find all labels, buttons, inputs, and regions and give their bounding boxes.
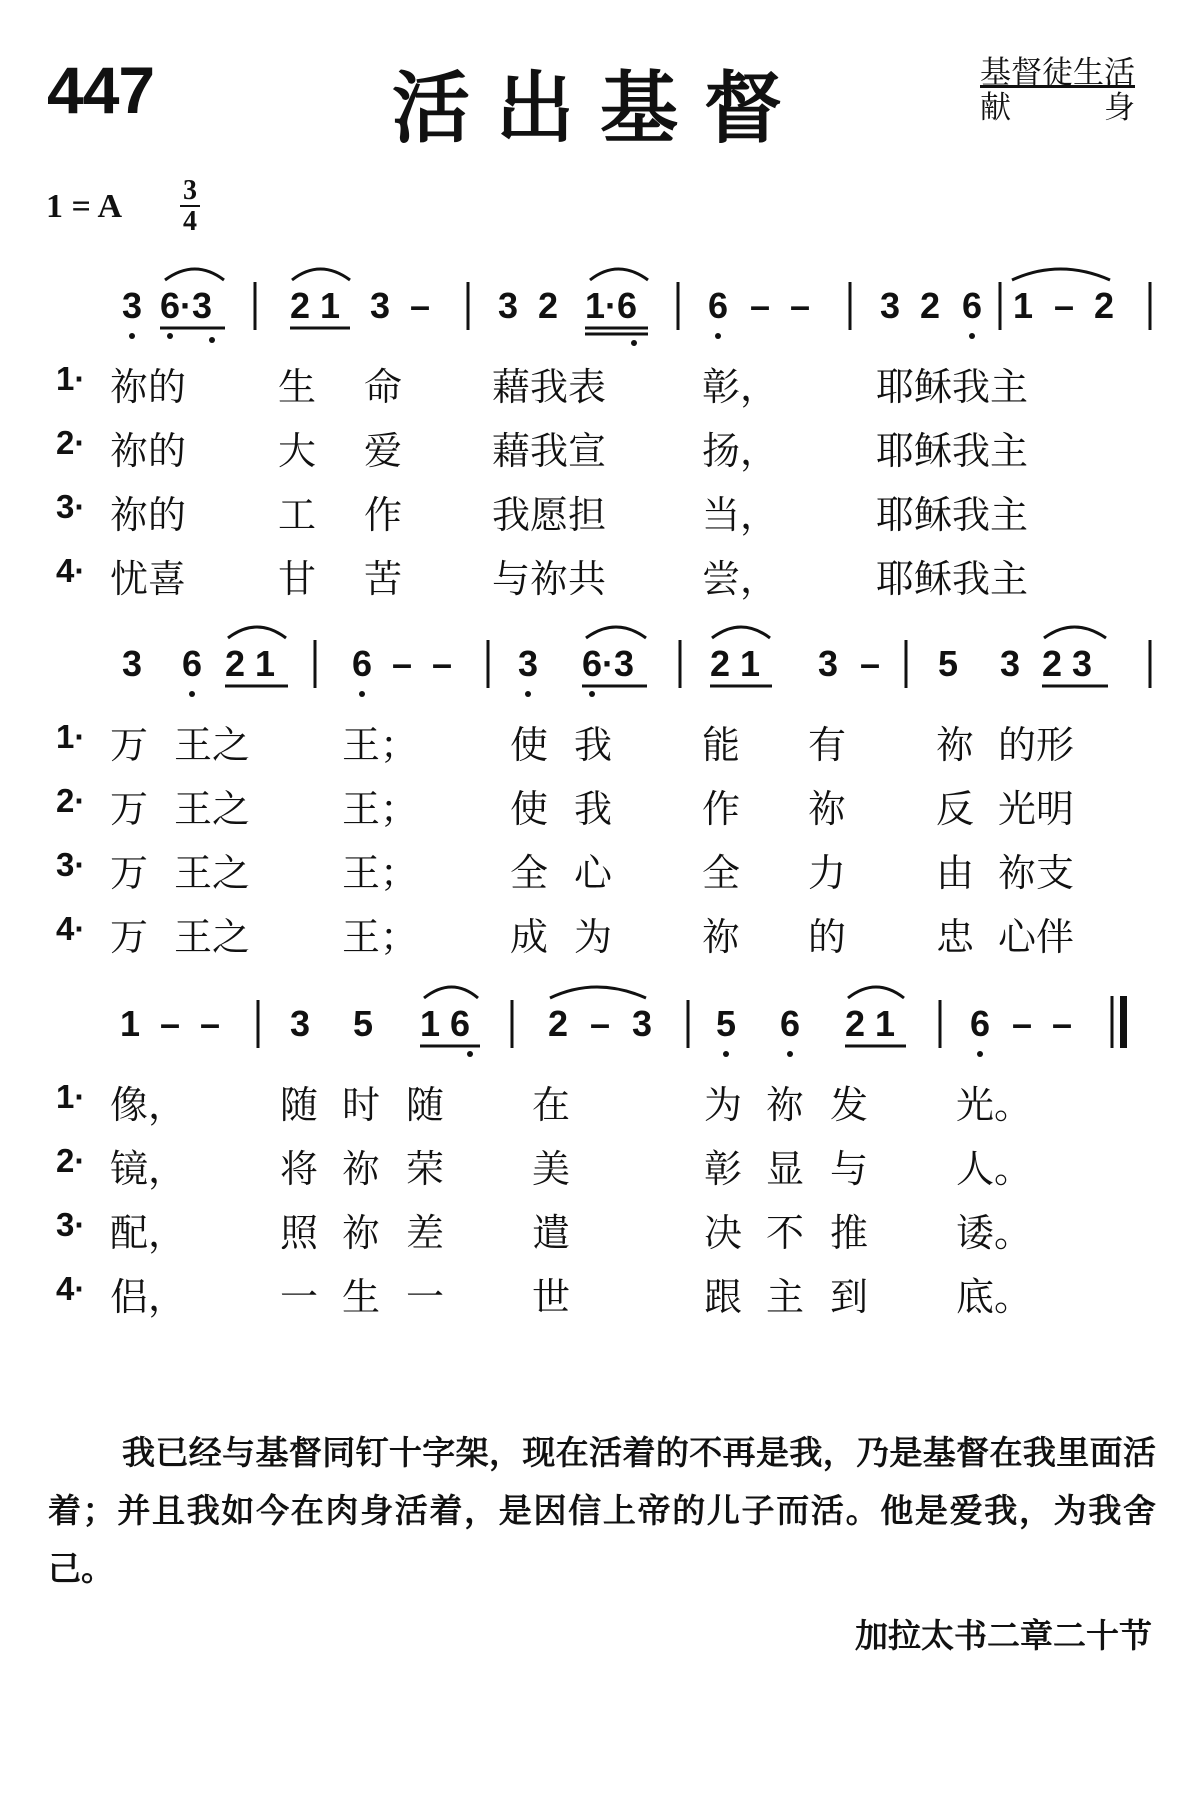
hymn-number: 447 xyxy=(47,53,155,127)
note: 3 xyxy=(518,643,539,684)
verse-number: 4· xyxy=(56,910,86,947)
lyric: 的形 xyxy=(998,723,1075,767)
lyric: 爱 xyxy=(364,429,403,473)
verse-number: 1· xyxy=(56,1078,86,1115)
note: 2 1 xyxy=(290,285,341,326)
lyric: 我愿担 xyxy=(492,493,607,537)
verse-number: 4· xyxy=(56,552,86,589)
lyric: 心 xyxy=(574,851,613,895)
lyric: 力 xyxy=(808,851,847,895)
note: – xyxy=(1052,1003,1073,1044)
verse-number: 2· xyxy=(56,782,86,819)
note: 6·3 xyxy=(160,285,213,326)
note: 6·3 xyxy=(582,643,635,684)
lyric: 照 xyxy=(280,1211,319,1255)
note: 2 xyxy=(538,285,559,326)
lyric: 生 xyxy=(342,1275,381,1319)
note: 3 xyxy=(290,1003,311,1044)
lyric: 一 xyxy=(406,1275,445,1319)
note: 3 xyxy=(498,285,519,326)
scripture-text: 我已经与基督同钉十字架，现在活着的不再是我，乃是基督在我里面活着；并且我如今在肉身活着，是因信上帝的儿子而活。他是爱我，为我舍己。 xyxy=(48,1433,1156,1588)
lyric: 为 xyxy=(574,915,613,959)
lyric: 由 xyxy=(936,851,975,895)
lyric: 王； xyxy=(342,851,419,895)
lyric: 当， xyxy=(702,493,779,537)
note: 1·6 xyxy=(585,285,638,326)
system-1-octave-dots xyxy=(129,333,975,346)
lyric: 诿。 xyxy=(956,1211,1033,1255)
note: 2 1 xyxy=(225,643,276,684)
lyric: 耶稣我主 xyxy=(876,365,1029,409)
lyric: 扬， xyxy=(702,429,779,473)
lyric: 光。 xyxy=(956,1083,1033,1127)
lyric: 使 xyxy=(510,787,549,831)
note: – xyxy=(410,285,431,326)
lyric: 我 xyxy=(574,723,613,767)
lyric: 配， xyxy=(110,1211,187,1255)
lyric: 侣， xyxy=(110,1275,187,1319)
lyric: 心伴 xyxy=(998,915,1075,959)
note: 5 xyxy=(938,643,959,684)
note: – xyxy=(1012,1003,1033,1044)
note: 2 1 xyxy=(845,1003,896,1044)
lyric: 决 xyxy=(704,1211,743,1255)
hymn-title: 活出基督 xyxy=(391,64,808,154)
note: 3 xyxy=(370,285,391,326)
note: 2 xyxy=(920,285,941,326)
lyric: 发 xyxy=(830,1083,869,1127)
lyric: 一 xyxy=(280,1275,319,1319)
lyric: 像， xyxy=(110,1083,187,1127)
lyric: 祢的 xyxy=(110,365,187,409)
note: 6 xyxy=(182,643,203,684)
note: 6 xyxy=(780,1003,801,1044)
note: 3 xyxy=(1000,643,1021,684)
note: 3 xyxy=(632,1003,653,1044)
system-3-notes xyxy=(120,1003,1072,1044)
lyric: 祢 xyxy=(808,787,847,831)
lyric: 耶稣我主 xyxy=(876,557,1029,601)
lyric: 忠 xyxy=(936,915,975,959)
lyric: 王； xyxy=(342,915,419,959)
time-signature-top: 3 xyxy=(183,175,197,206)
lyric: 镜， xyxy=(110,1147,187,1191)
verse-number: 3· xyxy=(56,846,86,883)
lyric: 祢 xyxy=(936,723,975,767)
lyric: 耶稣我主 xyxy=(876,493,1029,537)
lyric: 人。 xyxy=(956,1147,1033,1191)
lyric: 与 xyxy=(830,1147,869,1191)
system-2-notes xyxy=(122,643,1092,684)
lyric: 不 xyxy=(766,1211,805,1255)
note: 2 xyxy=(1094,285,1115,326)
note: 5 xyxy=(353,1003,374,1044)
note: – xyxy=(200,1003,221,1044)
lyric: 推 xyxy=(830,1211,869,1255)
lyric: 万 xyxy=(110,851,149,895)
verse-number: 2· xyxy=(56,1142,86,1179)
lyric: 苦 xyxy=(364,557,403,601)
lyric: 生 xyxy=(278,365,317,409)
lyric: 忧喜 xyxy=(110,557,187,601)
note: 3 xyxy=(818,643,839,684)
note: 2 xyxy=(548,1003,569,1044)
note: – xyxy=(392,643,413,684)
lyric: 能 xyxy=(702,723,741,767)
lyric: 祢的 xyxy=(110,493,187,537)
lyric: 我 xyxy=(574,787,613,831)
lyric: 有 xyxy=(808,723,847,767)
system-1-notes xyxy=(122,285,1114,326)
note: – xyxy=(750,285,771,326)
lyric: 祢 xyxy=(766,1083,805,1127)
key-signature: 1 = A xyxy=(46,188,123,225)
lyric: 万 xyxy=(110,787,149,831)
lyric: 作 xyxy=(364,493,403,537)
lyric: 王； xyxy=(342,723,419,767)
note: – xyxy=(590,1003,611,1044)
note: 6 xyxy=(962,285,983,326)
note: – xyxy=(790,285,811,326)
verse-number: 3· xyxy=(56,1206,86,1243)
lyric: 彰， xyxy=(702,365,779,409)
lyric: 底。 xyxy=(956,1275,1033,1319)
note: 3 xyxy=(122,285,143,326)
lyric: 工 xyxy=(278,493,317,537)
lyric: 使 xyxy=(510,723,549,767)
note: 6 xyxy=(352,643,373,684)
note: 1 6 xyxy=(420,1003,471,1044)
note: 2 3 xyxy=(1042,643,1093,684)
note: – xyxy=(860,643,881,684)
hymn-category: 基督徒生活 xyxy=(980,55,1135,91)
verse-number: 1· xyxy=(56,718,86,755)
lyric: 祢支 xyxy=(998,851,1075,895)
lyric: 的 xyxy=(808,915,847,959)
lyric: 随 xyxy=(406,1083,445,1127)
lyric: 显 xyxy=(766,1147,805,1191)
lyric: 遣 xyxy=(532,1211,571,1255)
lyric: 为 xyxy=(704,1083,743,1127)
lyric: 彰 xyxy=(704,1147,743,1191)
system-2-octave-dots xyxy=(189,691,595,697)
note: 6 xyxy=(970,1003,991,1044)
lyric: 到 xyxy=(830,1275,869,1319)
lyric: 反 xyxy=(936,787,975,831)
lyric: 藉我表 xyxy=(492,365,607,409)
lyric: 王之 xyxy=(174,787,251,831)
lyric: 随 xyxy=(280,1083,319,1127)
lyric: 祢 xyxy=(342,1147,381,1191)
system-3-marks xyxy=(420,987,906,1046)
lyric: 王之 xyxy=(174,851,251,895)
lyric: 万 xyxy=(110,915,149,959)
verse-number: 1· xyxy=(56,360,86,397)
note: 1 xyxy=(120,1003,141,1044)
lyric: 祢的 xyxy=(110,429,187,473)
time-signature-bottom: 4 xyxy=(183,206,197,237)
note: 6 xyxy=(708,285,729,326)
note: – xyxy=(160,1003,181,1044)
lyric: 藉我宣 xyxy=(492,429,607,473)
lyric: 王； xyxy=(342,787,419,831)
lyric: 光明 xyxy=(998,787,1075,831)
note: 1 xyxy=(1013,285,1034,326)
lyric: 美 xyxy=(532,1147,571,1191)
lyric: 祢 xyxy=(342,1211,381,1255)
lyric: 将 xyxy=(280,1147,319,1191)
hymn-subcategory-text: 献 身 xyxy=(980,90,1135,126)
verse-number: 4· xyxy=(56,1270,86,1307)
lyric: 荣 xyxy=(406,1147,445,1191)
lyric: 全 xyxy=(702,851,741,895)
lyric: 祢 xyxy=(702,915,741,959)
lyric: 王之 xyxy=(174,915,251,959)
lyric: 在 xyxy=(532,1083,571,1127)
note: 3 xyxy=(880,285,901,326)
lyric: 万 xyxy=(110,723,149,767)
lyric: 尝， xyxy=(702,557,779,601)
note: 2 1 xyxy=(710,643,761,684)
lyric: 跟 xyxy=(704,1275,743,1319)
system-3-octave-dots xyxy=(467,1051,983,1057)
verse-number: 2· xyxy=(56,424,86,461)
lyric: 王之 xyxy=(174,723,251,767)
note: 5 xyxy=(716,1003,737,1044)
lyric: 成 xyxy=(510,915,549,959)
lyric: 差 xyxy=(406,1211,445,1255)
lyric: 全 xyxy=(510,851,549,895)
note: 3 xyxy=(122,643,143,684)
lyric: 时 xyxy=(342,1083,381,1127)
lyric: 主 xyxy=(766,1275,805,1319)
lyric: 耶稣我主 xyxy=(876,429,1029,473)
lyric: 甘 xyxy=(278,557,317,601)
note: – xyxy=(1054,285,1075,326)
note: – xyxy=(432,643,453,684)
lyric: 世 xyxy=(532,1275,571,1319)
lyric: 与祢共 xyxy=(492,557,607,601)
scripture-reference: 加拉太书二章二十节 xyxy=(855,1616,1152,1655)
lyric: 命 xyxy=(364,365,403,409)
final-barline xyxy=(1120,996,1127,1048)
lyric: 大 xyxy=(278,429,317,473)
lyric: 作 xyxy=(702,787,741,831)
verse-number: 3· xyxy=(56,488,86,525)
